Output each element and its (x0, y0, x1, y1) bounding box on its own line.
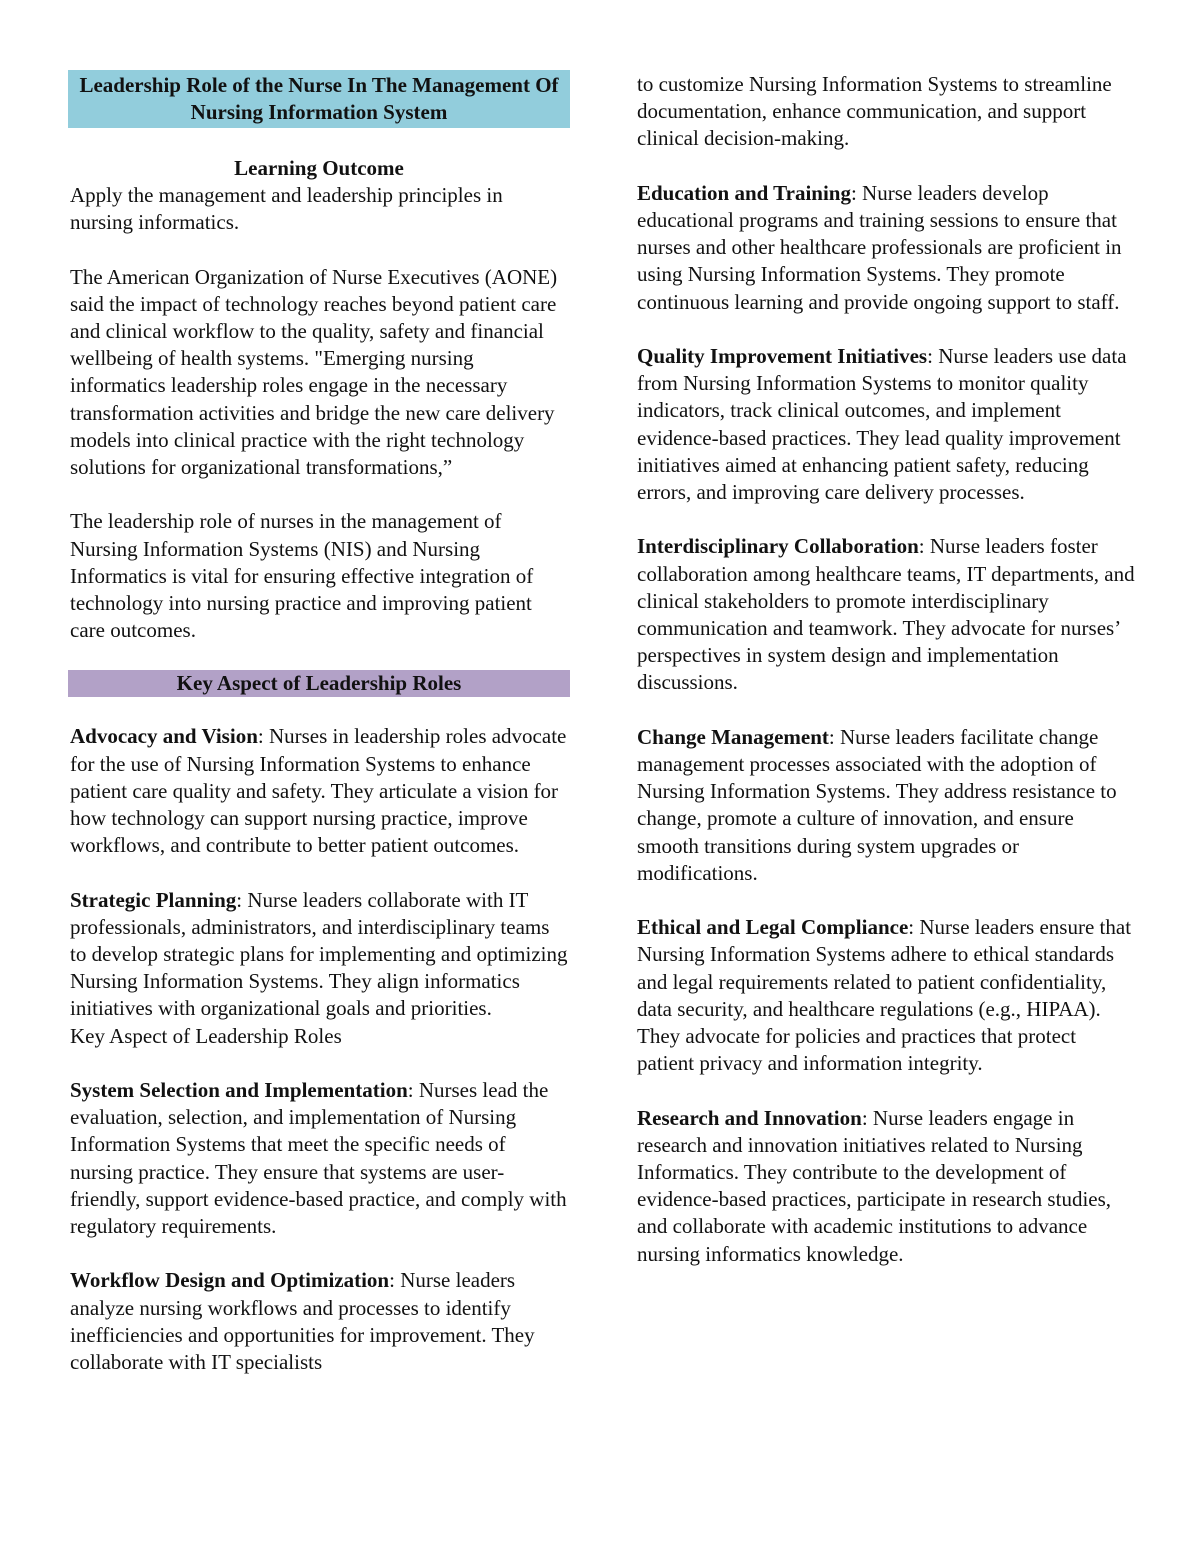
aspect-workflow-design (70, 1267, 570, 1376)
aspect-term: Quality Improvement Initiatives (637, 344, 928, 368)
aspect-term: Advocacy and Vision (70, 724, 258, 749)
aspect-change-management (637, 724, 1135, 887)
aspect-text: : Nurses lead the evaluation, selection, and implementation of Nursing Information Systems that meet the specific needs of nursing practice. They ensure that systems are user-friendly, support evidence-based practice, and comply with regulatory requirements. (70, 1078, 567, 1239)
title-banner: Leadership Role of the Nurse In The Management Of Nursing Information System (68, 70, 570, 128)
key-aspect-banner: Key Aspect of Leadership Roles (68, 670, 570, 697)
aspect-strategic-planning (70, 887, 570, 1023)
aspect-text: : Nurse leaders ensure that Nursing Information Systems adhere to ethical standards and legal requirements related to patient confidentiality, data security, and healthcare regulations (e.g., HIPAA). They advocate for policies and practices that protect patient privacy and information integrity. (637, 915, 1132, 1076)
aspect-system-selection (70, 1077, 570, 1240)
intro-paragraph: The American Organization of Nurse Executives (AONE) said the impact of technology reaches beyond patient care and clinical workflow to the quality, safety and financial wellbeing of health systems. "Emerging nursing informatics leadership roles engage in the necessary transformation activities and bridge the new care delivery models into clinical practice with the right technology solutions for organizational transformations,” (70, 264, 558, 480)
aspect-term: Ethical and Legal Compliance (637, 915, 909, 940)
learning-outcome-text: Apply the management and leadership principles in nursing informatics. (70, 183, 503, 235)
aspect-text: : Nurse leaders collaborate with IT professionals, administrators, and interdisciplinary teams to develop strategic plans for implementing and optimizing Nursing Information Systems. They align informatics initiatives with organizational goals and priorities. (70, 887, 568, 1021)
aspect-ethical-legal (637, 914, 1135, 1077)
aspect-text: : Nurse leaders use data from Nursing Information Systems to monitor quality indicators, track clinical outcomes, and implement evidence-based practices. They lead quality improvement initiatives aimed at enhancing patient safety, reducing errors, and improving care delivery processes. (637, 344, 1127, 505)
aspect-text: : Nurse leaders analyze nursing workflows and processes to identify inefficiencies and opportunities for improvement. They collaborate with IT specialists (70, 1268, 535, 1375)
aspect-text: : Nurse leaders facilitate change management processes associated with the adoption of Nursing Information Systems. They address resistance to change, promote a culture of innovation, and ensure smooth transitions during system upgrades or modifications. (637, 724, 1117, 885)
aspect-text: : Nurse leaders develop educational programs and training sessions to ensure that nurses and other healthcare professionals are proficient in using Nursing Information Systems. They promote continuous learning and provide ongoing support to staff. (637, 180, 1122, 314)
aspect-interdisciplinary (637, 533, 1135, 696)
repeated-key-aspect-label: Key Aspect of Leadership Roles (70, 1023, 342, 1048)
learning-outcome-heading: Learning Outcome (234, 155, 404, 180)
aspect-term: Education and Training (637, 180, 851, 205)
aspect-advocacy (70, 723, 570, 859)
intro-paragraph: The leadership role of nurses in the management of Nursing Information Systems (NIS) and Nursing Informatics is vital for ensuring effective integration of technology into nursing practice and improving patient care outcomes. (70, 509, 534, 643)
aspect-text: : Nurses in leadership roles advocate for the use of Nursing Information Systems to enhance patient care quality and safety. They articulate a vision for how technology can support nursing practice, improve workflows, and contribute to better patient outcomes. (70, 724, 567, 858)
aspect-term: System Selection and Implementation (70, 1078, 408, 1103)
left-column (68, 70, 570, 1376)
aspect-education-training (637, 180, 1135, 316)
aspect-quality-improvement (637, 343, 1135, 506)
aspect-term: Workflow Design and Optimization (70, 1268, 390, 1293)
aspect-term: Research and Innovation (637, 1105, 862, 1130)
right-column (635, 71, 1135, 1268)
aspect-text: : Nurse leaders engage in research and innovation initiatives related to Nursing Informatics. They contribute to the development of evidence-based practices, participate in research studies, and collaborate with academic institutions to advance nursing informatics knowledge. (637, 1105, 1112, 1266)
aspect-text: : Nurse leaders foster collaboration among healthcare teams, IT departments, and clinical stakeholders to promote interdisciplinary communication and teamwork. They advocate for nurses’ perspectives in system design and implementation discussions. (637, 534, 1135, 695)
aspect-term: Strategic Planning (70, 887, 237, 912)
workflow-continuation: to customize Nursing Information Systems to streamline documentation, enhance communication, and support clinical decision-making. (637, 72, 1112, 151)
aspect-term: Change Management (637, 724, 829, 749)
aspect-term: Interdisciplinary Collaboration (637, 534, 919, 559)
aspect-research-innovation (637, 1105, 1135, 1268)
